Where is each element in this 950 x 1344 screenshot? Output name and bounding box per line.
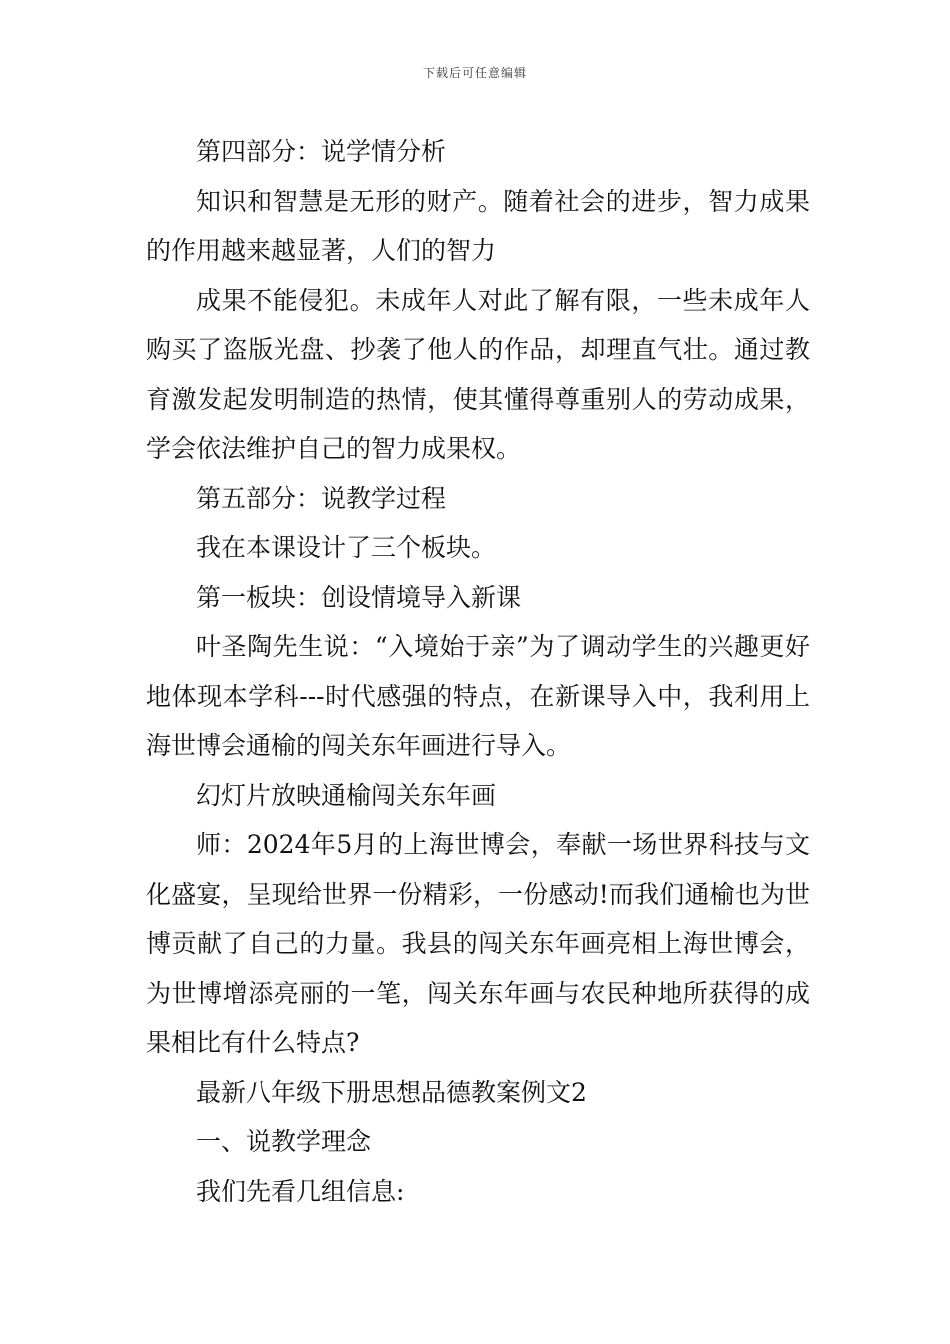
subsection-heading-first-block: 第一板块：创设情境导入新课 [196,582,522,612]
paragraph: 我在本课设计了三个板块。 [196,533,497,562]
paragraph: 叶圣陶先生说：“入境始于亲”为了调动学生的兴趣更好地体现本学科---时代感强的特点，在新课导入中，我利用上海世博会通榆的闯关东年画进行导入。 [146,632,810,760]
paragraph: 我们先看几组信息: [196,1176,405,1206]
paragraph: 知识和智慧是无形的财产。随着社会的进步，智力成果的作用越来越显著，人们的智力 [146,186,810,265]
section-heading-learning-analysis: 第四部分：说学情分析 [196,137,447,166]
paragraph: 成果不能侵犯。未成年人对此了解有限，一些未成年人购买了盗版光盘、抄袭了他人的作品，却理直气壮。通过教育激发起发明制造的热情，使其懂得尊重别人的劳动成果，学会依法维护自己的智力成果权。 [146,285,810,463]
document-body [146,127,810,1216]
document-title-example-2: 最新八年级下册思想品德教案例文2 [196,1077,587,1107]
page-header-note: 下载后可任意编辑 [422,66,527,80]
paragraph: 师：2024年5月的上海世博会，奉献一场世界科技与文化盛宴，呈现给世界一份精彩，一份感动!而我们通榆也为世博贡献了自己的力量。我县的闯关东年画亮相上海世博会，为世博增添亮丽的一笔，闯关东年画与农民种地所获得的成果相比有什么特点? [146,830,810,1057]
section-heading-teaching-process: 第五部分：说教学过程 [196,483,447,513]
paragraph: 幻灯片放映通榆闯关东年画 [196,780,497,810]
section-heading-teaching-concept: 一、说教学理念 [196,1127,372,1156]
